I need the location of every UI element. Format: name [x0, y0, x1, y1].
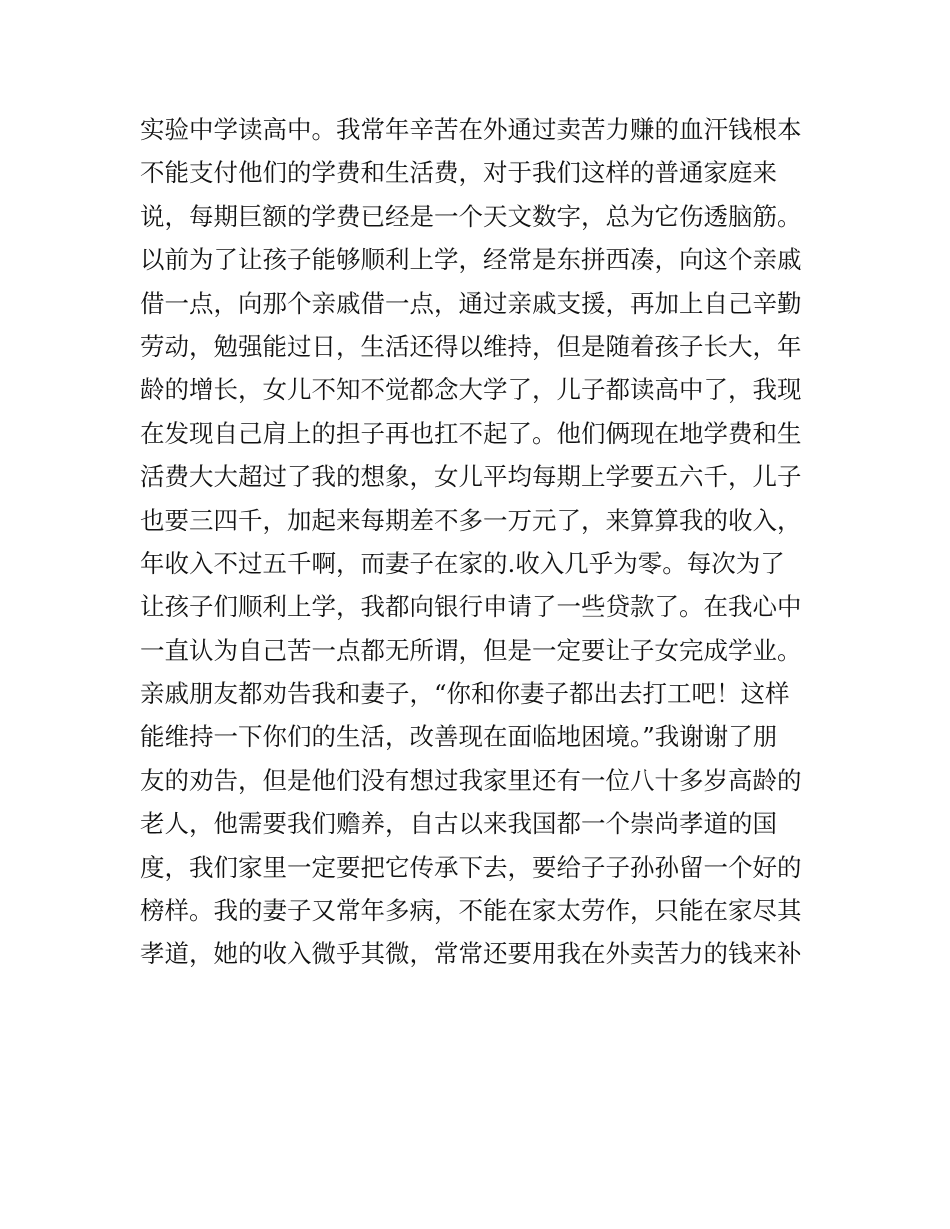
body-text — [140, 108, 820, 976]
text-line: 一直认为自己苦一点都无所谓，但是一定要让子女完成学业。 — [140, 635, 802, 665]
text-line: 在发现自己肩上的担子再也扛不起了。他们俩现在地学费和生 — [140, 418, 802, 448]
text-line: 不能支付他们的学费和生活费，对于我们这样的普通家庭来 — [140, 158, 777, 188]
text-line: 劳动，勉强能过日，生活还得以维持，但是随着孩子长大，年 — [140, 331, 802, 361]
text-line: 龄的增长，女儿不知不觉都念大学了，儿子都读高中了，我现 — [140, 375, 802, 405]
text-line: 活费大大超过了我的想象，女儿平均每期上学要五六千，儿子 — [140, 462, 802, 492]
text-line: 亲戚朋友都劝告我和妻子，“你和你妻子都出去打工吧！这样 — [140, 679, 790, 709]
text-line: 以前为了让孩子能够顺利上学，经常是东拼西凑，向这个亲戚 — [140, 245, 802, 275]
text-line: 榜样。我的妻子又常年多病，不能在家太劳作，只能在家尽其 — [140, 896, 802, 926]
text-line: 度，我们家里一定要把它传承下去，要给子子孙孙留一个好的 — [140, 852, 802, 882]
text-line: 孝道，她的收入微乎其微，常常还要用我在外卖苦力的钱来补 — [140, 939, 802, 969]
text-line: 说，每期巨额的学费已经是一个天文数字，总为它伤透脑筋。 — [140, 201, 802, 231]
text-line: 年收入不过五千啊，而妻子在家的.收入几乎为零。每次为了 — [140, 548, 785, 578]
text-line: 老人，他需要我们赡养，自古以来我国都一个崇尚孝道的国 — [140, 809, 777, 839]
text-line: 实验中学读高中。我常年辛苦在外通过卖苦力赚的血汗钱根本 — [140, 115, 802, 144]
text-line: 也要三四千，加起来每期差不多一万元了，来算算我的收入， — [140, 505, 802, 535]
text-line: 借一点，向那个亲戚借一点，通过亲戚支援，再加上自己辛勤 — [140, 288, 802, 318]
text-line: 让孩子们顺利上学，我都向银行申请了一些贷款了。在我心中 — [140, 592, 802, 622]
text-line: 能维持一下你们的生活，改善现在面临地困境。”我谢谢了朋 — [140, 722, 778, 752]
text-line: 友的劝告，但是他们没有想过我家里还有一位八十多岁高龄的 — [140, 765, 802, 795]
